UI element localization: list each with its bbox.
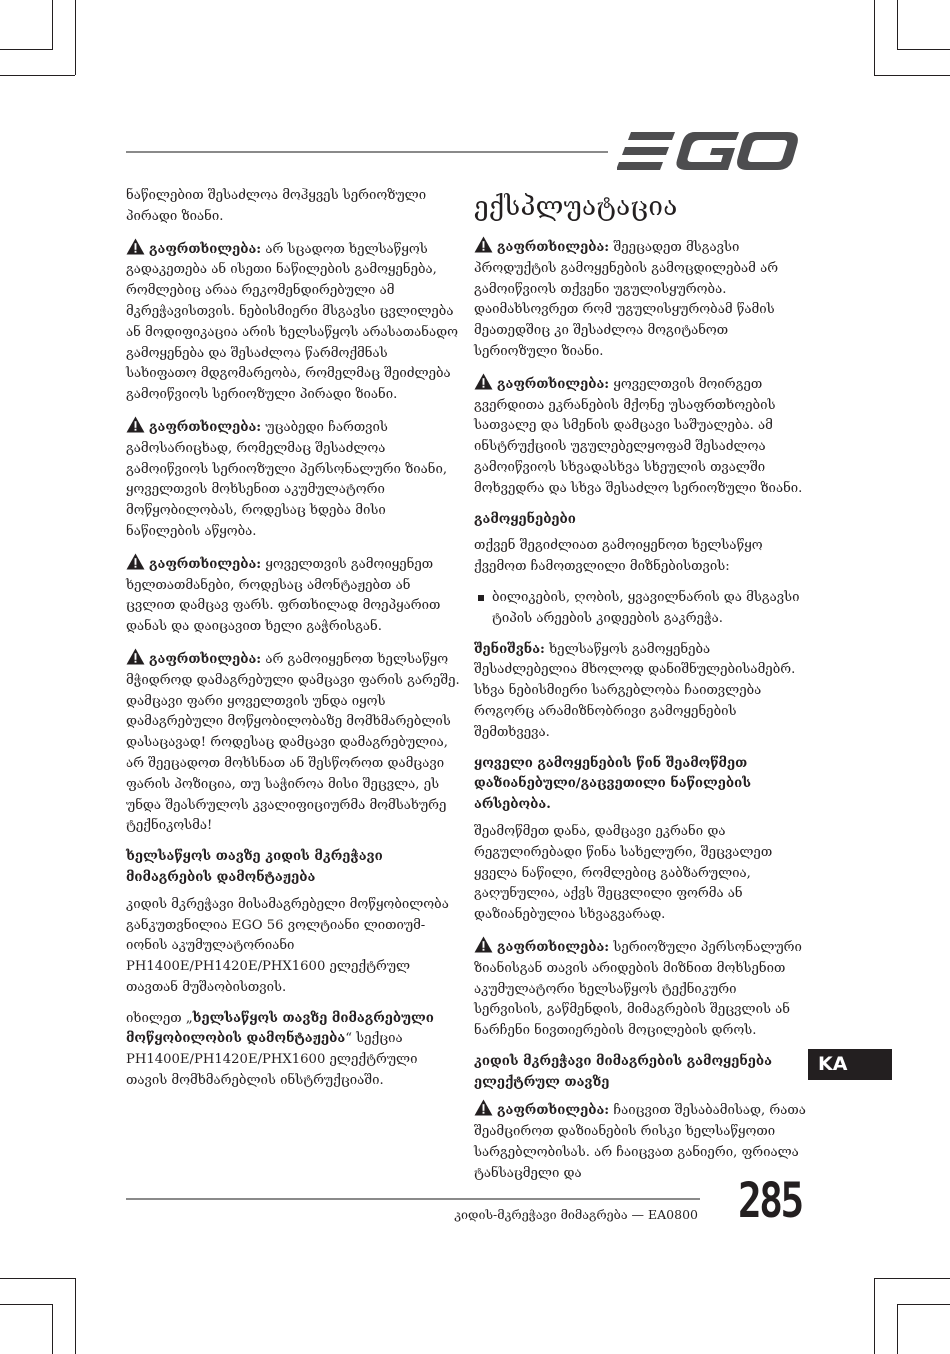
crop-mark <box>874 0 875 75</box>
note-text: ხელსაწყოს გამოყენება შესაძლებელია მხოლოდ დანიშნულებისამებრ. სხვა ნებისმიერი სარგებლობა ჩაითვლება როგორც არამიზნობრივი გამოყენების შემთხვევა. <box>474 641 796 740</box>
crop-mark <box>897 1304 950 1305</box>
list-item: ბილიკების, ღობის, ყვავილნარის და მსგავსი ტიპის არეების კიდეების გაკრეჭა. <box>492 588 809 630</box>
section-title: ექსპლუატაცია <box>474 192 678 222</box>
section-heading: კიდის მკრეჭავი მიმაგრების გამოყენება ელექტრულ თავზე <box>474 1053 772 1090</box>
crop-mark <box>75 0 76 75</box>
crop-mark <box>0 1278 75 1279</box>
section-heading: გამოყენებები <box>474 511 576 527</box>
left-column <box>126 186 461 1102</box>
note-label: შენიშვნა: <box>474 641 545 657</box>
warning-label: გაფრთხილება: <box>497 240 610 255</box>
paragraph: შეამოწმეთ დანა, დამცავი ეკრანი და რეგულირებადი წინა სახელური, შეცვალეთ ყველა ნაწილი, რომლებიც გაბზარულია, გაღუნულია, აქვს შეცვლილი ფორმა ან დაზიანებულია სხვაგვარად. <box>474 823 773 923</box>
footer-text: კიდის-მკრეჭავი მიმაგრება — EA0800 <box>454 1207 698 1222</box>
warning-label: გაფრთხილება: <box>497 939 610 955</box>
crop-mark <box>0 1304 52 1305</box>
warning-paragraph <box>474 936 809 1042</box>
crop-mark <box>897 0 898 50</box>
crop-mark <box>898 49 950 50</box>
warning-label: გაფრთხილება: <box>149 556 262 572</box>
reference-paragraph <box>126 1009 461 1092</box>
warning-label: გაფრთხილება: <box>497 1103 610 1119</box>
warning-text: არ სცადოთ ხელსაწყოს გადაკეთება ან ისეთი ნაწილების გამოყენება, რომლებიც არაა რეკომენდირებული ამ მკრეჭავისთვის. ნებისმიერი მსგავსი ცვლილება ან მოდიფიკაცია არის ხელსაწყოს არასათანადო გამოყენება და შესაძლოა წარმოქმნას სახიფათო მდგომარეობა, რომელმაც შეიძლება გამოიწვიოს სერიოზული პირადი ზიანი. <box>126 241 459 403</box>
paragraph: კიდის მკრეჭავი მისამაგრებელი მოწყობილობა განკუთვნილია EGO 56 ვოლტიანი ლითიუმ-იონის აკუმულატორიანი PH1400E/PH1420E/PHX1600 ელექტრულ თავთან მუშაობისთვის. <box>126 896 449 995</box>
crop-mark <box>75 1278 76 1354</box>
warning-text: ყოველთვის მოირგეთ გვერდითა ეკრანების მქონე უსაფრთხოების სათვალე და სმენის დამცავი საშუალება. ამ ინსტრუქციის უგულებელყოფამ შესაძლოა გამოიწვიოს სხვადასხვა სხეულის თვალში მოხვედრა და სხვა შესაძლო სერიოზული ზიანი. <box>474 376 803 496</box>
warning-paragraph <box>474 373 809 500</box>
warning-triangle-icon <box>126 416 145 433</box>
page-number: 285 <box>738 1173 802 1229</box>
reference-suffix: “ სექცია PH1400E/PH1420E/PHX1600 ელექტრული თავის მომხმარებლის ინსტრუქციაში. <box>126 1031 418 1089</box>
warning-text: შეეცადეთ მსგავსი პროდუქტის გამოყენების გამოცდილებამ არ გამოიწვიოს თქვენი უგულისყურობა. დაიმახსოვრეთ რომ უგულისყურობამ წამის მეათედშიც კი შესაძლოა მოგიტანოთ სერიოზული ზიანი. <box>474 240 779 359</box>
warning-label: გაფრთხილება: <box>149 241 262 257</box>
crop-mark <box>52 1304 53 1354</box>
crop-mark <box>874 1278 950 1279</box>
note-paragraph <box>474 640 809 744</box>
warning-paragraph <box>126 648 461 837</box>
language-tab: KA <box>808 1049 892 1080</box>
header-rule <box>126 151 608 153</box>
ego-logo <box>617 130 799 172</box>
bullet-list <box>474 588 809 630</box>
warning-triangle-icon <box>126 553 145 570</box>
warning-triangle-icon <box>474 373 493 390</box>
warning-triangle-icon <box>474 236 493 253</box>
warning-text: ჩაიცვით შესაბამისად, რათა შეამციროთ დაზიანების რისკი ხელსაწყოთი სარგებლობისას. არ ჩაიცვათ განიერი, ფრიალა ტანსაცმელი და <box>474 1103 806 1181</box>
right-column <box>474 186 809 1195</box>
warning-paragraph <box>126 238 461 406</box>
section-heading: ხელსაწყოს თავზე კიდის მკრეჭავი მიმაგრების დამონტაჟება <box>126 849 383 885</box>
warning-text: არ გამოიყენოთ ხელსაწყო მჭიდროდ დამაგრებული დამცავი ფარის გარეშე. დამცავი ფარი ყოველთვის უნდა იყოს დამაგრებული მოწყობილობაზე მომხმარებლის დასაცავად! როდესაც დამცავი დამაგრებულია, არ შეეცადოთ მოხსნათ ან შესწოროთ დამცავი ფარის პოზიცია, თუ საჭიროა მისი შეცვლა, ეს უნდა შეასრულოს კვალიფიციურმა მომსახურე ტექნიკოსმა! <box>126 651 460 834</box>
crop-mark <box>52 0 53 50</box>
warning-triangle-icon <box>474 1099 493 1116</box>
warning-paragraph <box>126 416 461 543</box>
warning-label: გაფრთხილება: <box>149 419 262 435</box>
warning-paragraph <box>126 553 461 638</box>
warning-text: სერიოზული პერსონალური ზიანისგან თავის არიდების მიზნით მოხსენით აკუმულატორი ხელსაწყოს ტექნიკური სერვისის, გაწმენდის, მიმაგრების შეცვლის ან ნარჩენი ნივთიერების მოცილების დროს. <box>474 939 802 1039</box>
paragraph: თქვენ შეგიძლიათ გამოიყენოთ ხელსაწყო ქვემოთ ჩამოთვლილი მიზნებისთვის: <box>474 538 763 575</box>
paragraph: ნაწილებით შესაძლოა მოჰყვეს სერიოზული პირადი ზიანი. <box>126 188 427 224</box>
warning-text: უცაბედი ჩართვის გამოსარიცხად, რომელმაც შესაძლოა გამოიწვიოს სერიოზული პერსონალური ზიანი, ყოველთვის მოხსენით აკუმულატორი მოწყობილობას, როდესაც ხდება მისი ნაწილების აწყობა. <box>126 419 448 539</box>
reference-title: ხელსაწყოს თავზე მიმაგრებული მოწყობილობის დამონტაჟება <box>126 1010 434 1047</box>
crop-mark <box>874 1278 875 1354</box>
crop-mark <box>0 49 52 50</box>
warning-text: ყოველთვის გამოიყენეთ ხელთათმანები, როდესაც ამონტაჟებთ ან ცვლით დამცავ ფარს. ფრთხილად მოეპყარით დანას და დაიცავით ხელი გაჭრისგან. <box>126 556 441 635</box>
crop-mark <box>874 75 950 76</box>
footer-rule <box>126 1198 700 1200</box>
warning-label: გაფრთხილება: <box>149 651 262 667</box>
crop-mark <box>0 75 75 76</box>
crop-mark <box>897 1304 898 1354</box>
warning-paragraph <box>474 236 809 363</box>
warning-triangle-icon <box>474 936 493 953</box>
warning-label: გაფრთხილება: <box>497 376 610 392</box>
section-heading: ყოველი გამოყენების წინ შეამოწმეთ დაზიანებული/გაცვეთილი ნაწილების არსებობა. <box>474 755 751 813</box>
reference-prefix: იხილეთ „ <box>126 1010 193 1026</box>
warning-triangle-icon <box>126 648 145 665</box>
warning-triangle-icon <box>126 238 145 255</box>
